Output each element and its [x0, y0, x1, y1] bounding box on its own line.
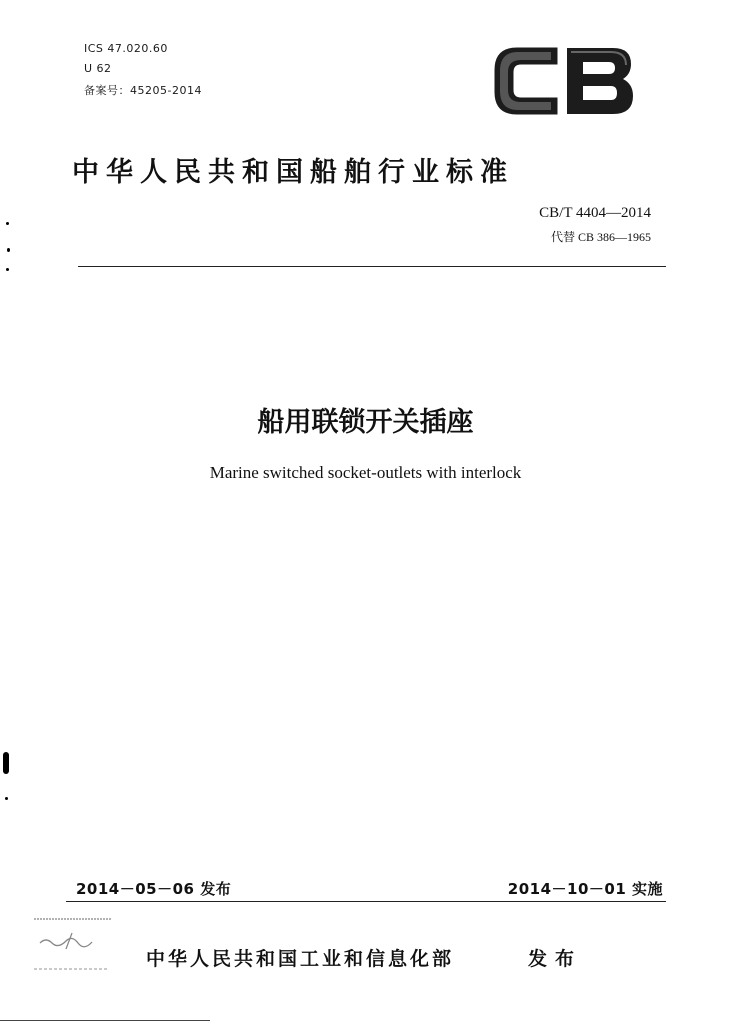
scan-speck [6, 268, 9, 271]
footer-divider [66, 901, 666, 902]
scan-speck [3, 752, 9, 774]
document-title-chinese: 船用联锁开关插座 [257, 407, 474, 438]
scan-edge-line [0, 1020, 210, 1021]
issue-label: 发布 [528, 948, 583, 970]
replaces-standard: 代替 CB 386—1965 [550, 230, 651, 244]
scan-speck [6, 222, 9, 225]
standard-category-title: 中华人民共和国船舶行业标准 [72, 157, 514, 188]
effective-date: 2014－10－01 实施 [507, 880, 663, 898]
scan-speck [5, 797, 8, 800]
filing-number: 备案号：45205-2014 [84, 84, 202, 97]
ics-code: ICS 47.020.60 [84, 42, 168, 55]
ccs-code: U 62 [84, 62, 112, 75]
header-divider [78, 266, 666, 267]
anti-counterfeit-stamp-icon [32, 915, 122, 975]
scan-speck [7, 248, 10, 252]
cb-logo-icon [487, 40, 637, 126]
document-title-english: Marine switched socket-outlets with interlock [209, 463, 522, 482]
standard-number: CB/T 4404—2014 [539, 205, 651, 221]
publish-date: 2014－05－06 发布 [76, 880, 232, 898]
issuing-authority: 中华人民共和国工业和信息化部 [146, 948, 455, 970]
